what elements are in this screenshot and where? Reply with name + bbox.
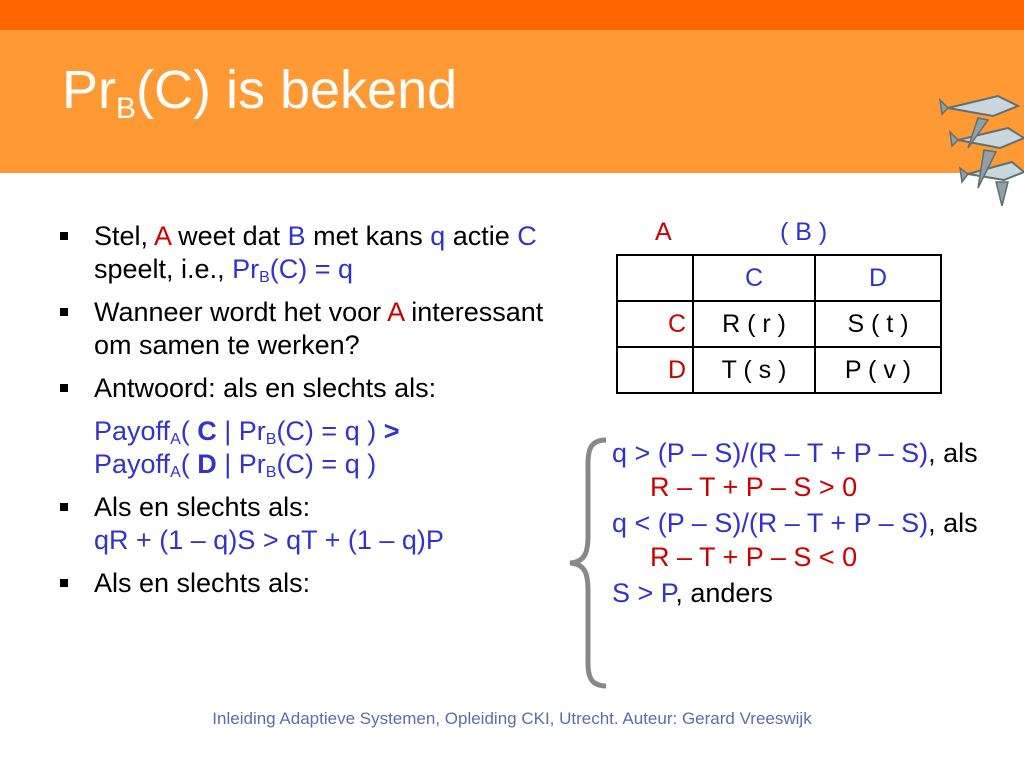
curly-brace-icon xyxy=(562,436,612,690)
bullet-square-icon xyxy=(60,308,68,316)
payoff-table xyxy=(616,254,942,394)
bullet-antwoord: Antwoord: als en slechts als: xyxy=(60,372,550,405)
bullet-square-icon xyxy=(60,579,68,587)
bullet-list xyxy=(60,220,550,610)
player-b-label: ( B ) xyxy=(780,218,828,246)
bullet-square-icon xyxy=(60,503,68,511)
bullet-wanneer: Wanneer wordt het voor A interessant om samen te werken? xyxy=(60,296,550,362)
inequality-formula: qR + (1 – q)S > qT + (1 – q)P xyxy=(94,525,444,555)
fish-logo-icon xyxy=(938,78,1024,208)
table-cell: P ( v ) xyxy=(815,347,941,393)
table-row xyxy=(617,347,941,393)
table-header-c: C xyxy=(693,255,815,301)
case-greater: q > (P – S)/(R – T + P – S), als R – T + P – S > 0 xyxy=(612,438,978,502)
table-header-row xyxy=(617,255,941,301)
bullet-square-icon xyxy=(60,232,68,240)
bullet-square-icon xyxy=(60,384,68,392)
case-less: q < (P – S)/(R – T + P – S), als R – T + P – S < 0 xyxy=(612,508,978,572)
cases-list xyxy=(612,436,982,612)
table-header-d: D xyxy=(815,255,941,301)
player-a-label: A xyxy=(655,218,672,246)
row-label-c: C xyxy=(617,301,693,347)
case-otherwise: S > P, anders xyxy=(612,578,773,608)
table-row xyxy=(617,301,941,347)
bullet-stel: Stel, A weet dat B met kans q actie C speelt, i.e., $Pr_B(C) = q$ xyxy=(60,220,550,286)
payoff-comparison: Payoff$_A$( C | $Pr_B(C) = q$ ) > Payoff$_A$( D | $Pr_B(C) = q$ ) xyxy=(94,416,400,481)
bullet-als-2: Als en slechts als: xyxy=(60,567,550,600)
table-cell: R ( r ) xyxy=(693,301,815,347)
bullet-als-1: Als en slechts als: qR + (1 – q)S > qT + (1 – q)P xyxy=(60,491,550,557)
table-corner-cell xyxy=(617,255,693,301)
slide-footer: Inleiding Adaptieve Systemen, Opleiding CKI, Utrecht. Auteur: Gerard Vreeswijk xyxy=(212,709,812,728)
slide-title: $Pr_B(C)$ is bekend xyxy=(62,60,458,125)
row-label-d: D xyxy=(617,347,693,393)
table-cell: S ( t ) xyxy=(815,301,941,347)
header-top-strip xyxy=(0,0,1024,30)
table-cell: T ( s ) xyxy=(693,347,815,393)
